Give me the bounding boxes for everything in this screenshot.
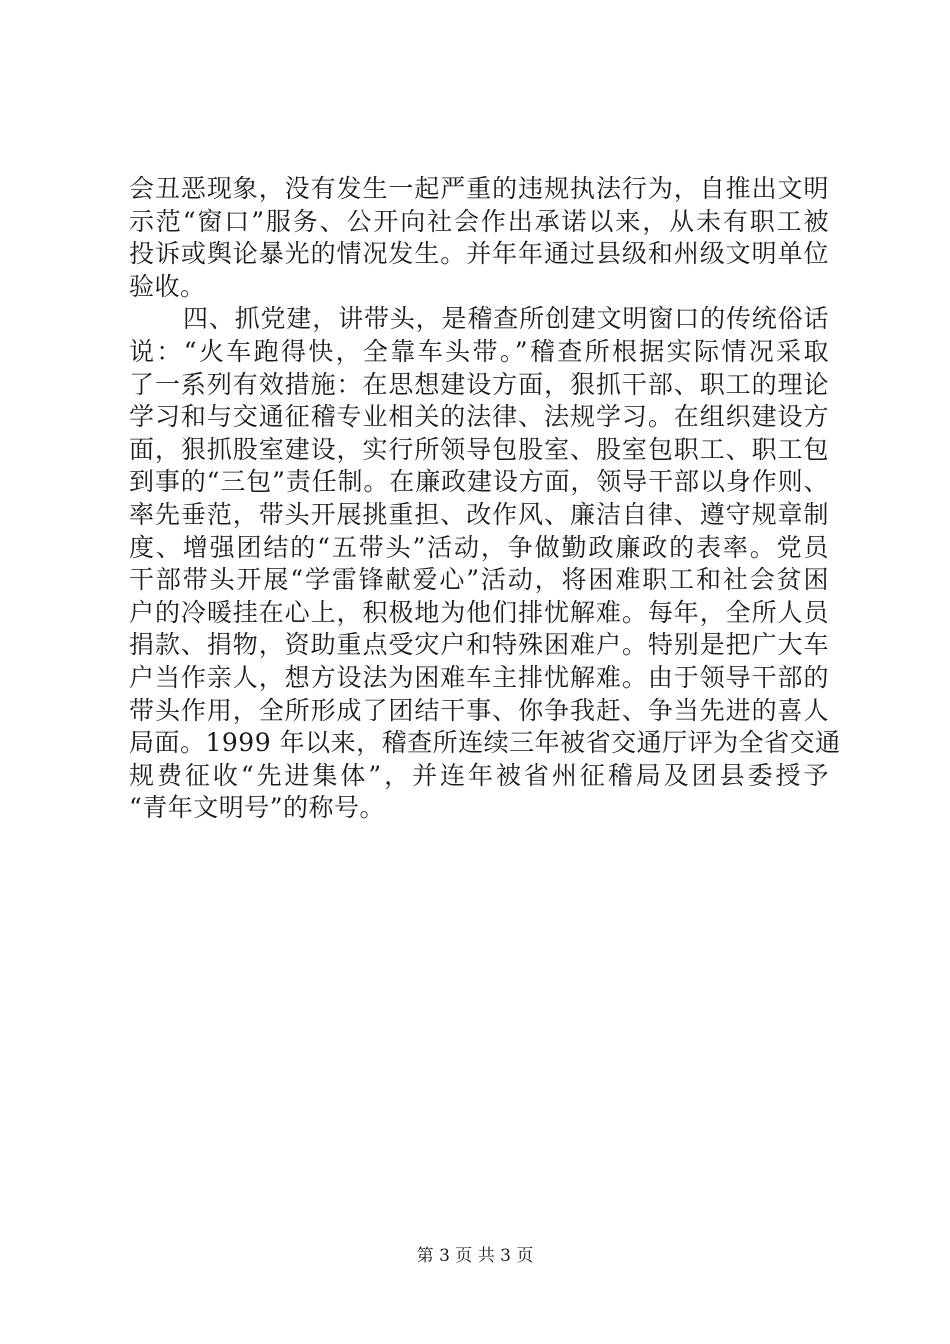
text-line: 规费征收“先进集体”，并连年被省州征稽局及团县委授予 xyxy=(129,760,829,790)
text-line: 了一系列有效措施：在思想建设方面，狠抓干部、职工的理论 xyxy=(129,369,829,399)
text-line: 学习和与交通征稽专业相关的法律、法规学习。在组织建设方 xyxy=(129,402,829,432)
paragraph-start-line: 四、抓党建，讲带头，是稽查所创建文明窗口的传统俗话 xyxy=(183,304,829,334)
text-line: 投诉或舆论暴光的情况发生。并年年通过县级和州级文明单位 xyxy=(129,239,829,269)
text-line: 验收。 xyxy=(129,271,206,301)
text-line: 示范“窗口”服务、公开向社会作出承诺以来，从未有职工被 xyxy=(129,206,829,236)
body-text xyxy=(129,173,841,825)
text-line: 面，狠抓股室建设，实行所领导包股室、股室包职工、职工包 xyxy=(129,434,829,464)
page-footer xyxy=(0,1244,950,1268)
text-line: 到事的“三包”责任制。在廉政建设方面，领导干部以身作则、 xyxy=(129,467,829,497)
page-number-label: 第 3 页 共 3 页 xyxy=(416,1246,534,1266)
text-line: 局面。1999 年以来，稽查所连续三年被省交通厅评为全省交通 xyxy=(129,728,841,758)
text-line: 说：“火车跑得快，全靠车头带。”稽查所根据实际情况采取 xyxy=(129,336,829,366)
text-line: 度、增强团结的“五带头”活动，争做勤政廉政的表率。党员 xyxy=(129,532,829,562)
text-line: 带头作用，全所形成了团结干事、你争我赶、争当先进的喜人 xyxy=(129,695,829,725)
text-line: 会丑恶现象，没有发生一起严重的违规执法行为，自推出文明 xyxy=(129,174,829,203)
text-line: 户的冷暖挂在心上，积极地为他们排忧解难。每年，全所人员 xyxy=(129,597,829,627)
text-line: 户当作亲人，想方设法为困难车主排忧解难。由于领导干部的 xyxy=(129,662,829,692)
text-line: “青年文明号”的称号。 xyxy=(129,793,386,823)
text-line: 率先垂范，带头开展挑重担、改作风、廉洁自律、遵守规章制 xyxy=(129,499,829,529)
text-line: 捐款、捐物，资助重点受灾户和特殊困难户。特别是把广大车 xyxy=(129,630,829,660)
text-line: 干部带头开展“学雷锋献爱心”活动，将困难职工和社会贫困 xyxy=(129,565,829,595)
